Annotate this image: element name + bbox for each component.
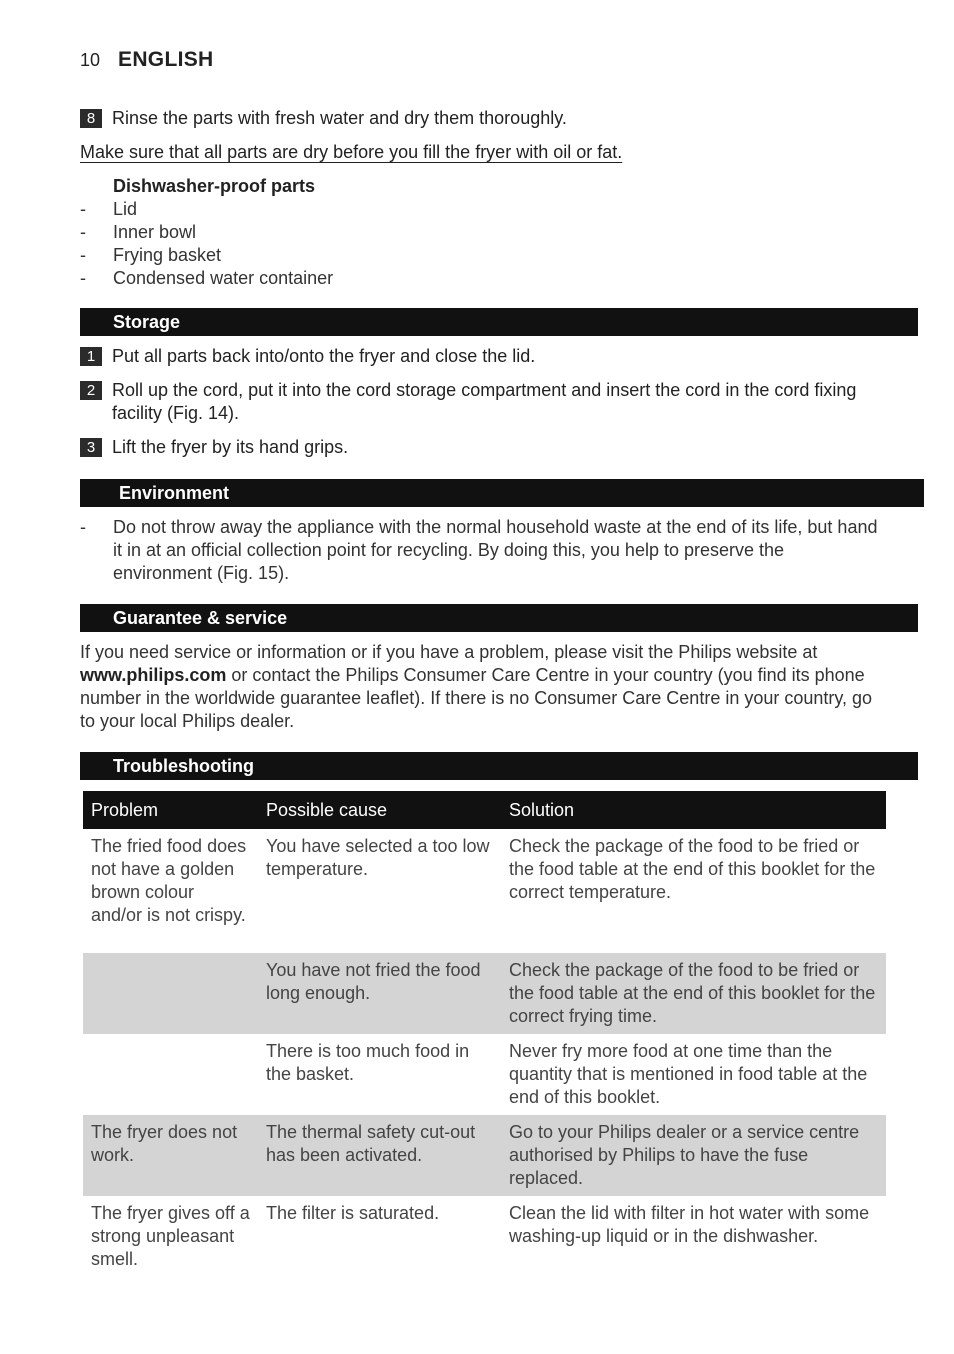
cause-cell: You have selected a too low temperature. xyxy=(266,836,490,879)
environment-item: - Do not throw away the appliance with the normal household waste at the end of its life, but hand it in at an official collection point for recycling. By doing this, you help to preserve the environment (Fig. 15). xyxy=(80,516,885,585)
step-text: Lift the fryer by its hand grips. xyxy=(112,437,349,457)
column-header-problem: Problem xyxy=(83,791,258,829)
guarantee-paragraph: If you need service or information or if you have a problem, please visit the Philips website at www.philips.com or contact the Philips Consumer Care Centre in your country (you find its phone number in the worldwide guarantee leaflet). If there is no Consumer Care Centre in your country, go to your local Philips dealer. xyxy=(80,642,873,731)
environment-heading: Environment xyxy=(80,479,924,507)
table-row xyxy=(83,1196,886,1277)
column-header-cause: Possible cause xyxy=(258,791,501,829)
cause-cell: The thermal safety cut-out has been activated. xyxy=(258,1115,501,1196)
solution-cell: Clean the lid with filter in hot water with some washing-up liquid or in the dishwasher. xyxy=(509,1203,870,1246)
solution-cell: Go to your Philips dealer or a service centre authorised by Philips to have the fuse replaced. xyxy=(501,1115,886,1196)
cause-cell: There is too much food in the basket. xyxy=(266,1041,470,1084)
guarantee-heading: Guarantee & service xyxy=(80,604,918,632)
troubleshooting-table xyxy=(83,791,886,1277)
list-item: - Condensed water container xyxy=(80,268,334,288)
philips-website-link[interactable]: www.philips.com xyxy=(80,665,227,685)
problem-cell xyxy=(83,1034,258,1115)
problem-cell: The fryer gives off a strong unpleasant smell. xyxy=(91,1203,250,1269)
dry-parts-note: Make sure that all parts are dry before you fill the fryer with oil or fat. xyxy=(80,142,623,162)
page-header xyxy=(80,48,213,72)
solution-cell: Check the package of the food to be fried or the food table at the end of this booklet for the correct frying time. xyxy=(501,953,886,1034)
storage-step-1 xyxy=(80,345,885,368)
solution-cell: Check the package of the food to be fried or the food table at the end of this booklet for the correct temperature. xyxy=(509,836,876,902)
table-row xyxy=(83,1034,886,1115)
storage-step-2 xyxy=(80,379,885,425)
environment-text: Do not throw away the appliance with the normal household waste at the end of its life, but hand it in at an official collection point for recycling. By doing this, you help to preserve the environment (Fig. 15). xyxy=(113,517,878,583)
table-header-row xyxy=(83,791,886,829)
step-number: 2 xyxy=(80,381,102,400)
dishwasher-title: Dishwasher-proof parts xyxy=(113,176,316,196)
table-row xyxy=(83,953,886,1034)
step-number: 8 xyxy=(80,109,102,128)
step-8 xyxy=(80,107,885,130)
storage-step-3 xyxy=(80,436,885,459)
cause-cell: You have not fried the food long enough. xyxy=(258,953,501,1034)
step-text: Put all parts back into/onto the fryer and close the lid. xyxy=(112,346,536,366)
cause-cell: The filter is saturated. xyxy=(266,1203,440,1223)
step-text: Rinse the parts with fresh water and dry them thoroughly. xyxy=(112,108,567,128)
step-text: Roll up the cord, put it into the cord storage compartment and insert the cord in the cord fixing facility (Fig. 14). xyxy=(112,380,857,423)
troubleshooting-heading: Troubleshooting xyxy=(80,752,918,780)
table-row xyxy=(83,1115,886,1196)
table-row xyxy=(83,829,886,953)
solution-cell: Never fry more food at one time than the quantity that is mentioned in food table at the end of this booklet. xyxy=(509,1041,868,1107)
list-item: - Lid xyxy=(80,199,138,219)
step-number: 1 xyxy=(80,347,102,366)
dishwasher-section xyxy=(80,175,885,290)
language-heading: ENGLISH xyxy=(118,48,214,71)
list-item: - Inner bowl xyxy=(80,222,197,242)
problem-cell: The fryer does not work. xyxy=(83,1115,258,1196)
list-item: - Frying basket xyxy=(80,245,222,265)
problem-cell: The fried food does not have a golden brown colour and/or is not crispy. xyxy=(91,836,247,925)
page-number: 10 xyxy=(80,50,101,70)
problem-cell xyxy=(83,953,258,1034)
storage-heading: Storage xyxy=(80,308,918,336)
column-header-solution: Solution xyxy=(501,791,886,829)
step-number: 3 xyxy=(80,438,102,457)
